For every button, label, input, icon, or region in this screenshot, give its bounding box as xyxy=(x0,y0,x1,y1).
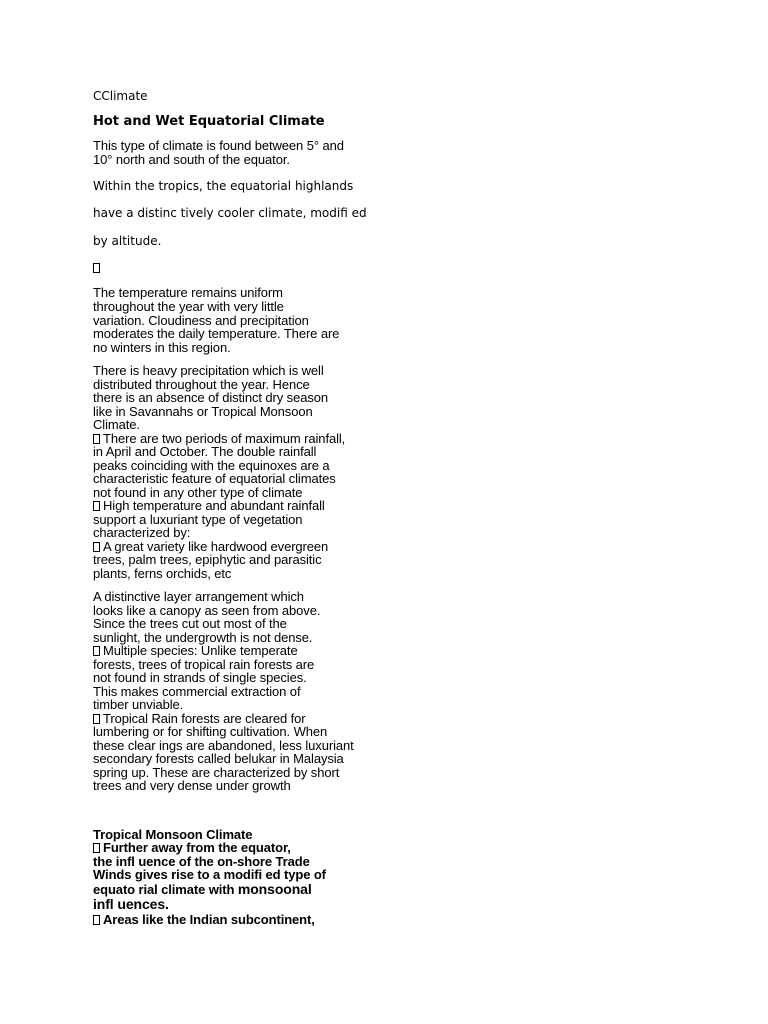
precipitation-line: Climate. xyxy=(93,417,140,432)
monsoon-line: Winds gives rise to a modifi ed type of xyxy=(93,867,326,882)
bullet-line: Areas like the Indian subcontinent, xyxy=(93,913,315,927)
layer-line: forests, trees of tropical rain forests are xyxy=(93,657,315,672)
precipitation-line: plants, ferns orchids, etc xyxy=(93,566,232,581)
monsoon-line: infl uences. xyxy=(93,896,169,912)
bullet-box-icon xyxy=(93,646,100,656)
bullet-line: A great variety like hardwood evergreen xyxy=(93,540,328,554)
precipitation-line: distributed throughout the year. Hence xyxy=(93,377,310,392)
monsoon-line: the infl uence of the on-shore Trade xyxy=(93,854,310,869)
bullet-line: Tropical Rain forests are cleared for xyxy=(93,712,305,726)
layer-line: sunlight, the undergrowth is not dense. xyxy=(93,630,313,645)
highlands-line: have a distinc tively cooler climate, modifi ed xyxy=(93,206,367,220)
precipitation-line: support a luxuriant type of vegetation xyxy=(93,512,303,527)
precipitation-line: characteristic feature of equatorial climates xyxy=(93,471,336,486)
precipitation-line: trees, palm trees, epiphytic and parasitic xyxy=(93,552,322,567)
bullet-box-icon xyxy=(93,843,100,853)
bullet-line: High temperature and abundant rainfall xyxy=(93,499,325,513)
layer-line: lumbering or for shifting cultivation. When xyxy=(93,724,328,739)
precipitation-line: there is an absence of distinct dry season xyxy=(93,390,328,405)
layer-line: not found in strands of single species. xyxy=(93,670,307,685)
layer-line: timber unviable. xyxy=(93,697,184,712)
temperature-line: throughout the year with very little xyxy=(93,299,284,314)
layer-line: trees and very dense under growth xyxy=(93,778,291,793)
bullet-line: Further away from the equator, xyxy=(93,841,291,855)
layer-line: secondary forests called belukar in Malaysia xyxy=(93,751,344,766)
bullet-box-icon xyxy=(93,542,100,552)
layer-line: these clear ings are abandoned, less luxuriant xyxy=(93,738,354,753)
layer-line: looks like a canopy as seen from above. xyxy=(93,603,321,618)
placeholder-glyph xyxy=(93,261,103,275)
precipitation-line: in April and October. The double rainfall xyxy=(93,444,317,459)
bullet-line: There are two periods of maximum rainfall, xyxy=(93,432,345,446)
highlands-line: by altitude. xyxy=(93,234,162,248)
missing-glyph-icon xyxy=(93,263,100,273)
highlands-line: Within the tropics, the equatorial highlands xyxy=(93,179,354,193)
temperature-line: variation. Cloudiness and precipitation xyxy=(93,313,309,328)
temperature-line: moderates the daily temperature. There are xyxy=(93,326,340,341)
layer-line: spring up. These are characterized by short xyxy=(93,765,340,780)
temperature-line: no winters in this region. xyxy=(93,340,231,355)
section-title-monsoon: Tropical Monsoon Climate xyxy=(93,827,253,842)
monsoon-line: equato rial climate with monsoonal xyxy=(93,881,312,897)
intro-line: 10° north and south of the equator. xyxy=(93,152,290,167)
header-label: CClimate xyxy=(93,89,148,103)
precipitation-line: There is heavy precipitation which is well xyxy=(93,363,324,378)
bullet-box-icon xyxy=(93,915,100,925)
precipitation-line: like in Savannahs or Tropical Monsoon xyxy=(93,404,313,419)
precipitation-line: not found in any other type of climate xyxy=(93,485,303,500)
bullet-box-icon xyxy=(93,714,100,724)
intro-line: This type of climate is found between 5° and xyxy=(93,138,344,153)
precipitation-line: characterized by: xyxy=(93,525,191,540)
bullet-box-icon xyxy=(93,501,100,511)
layer-line: This makes commercial extraction of xyxy=(93,684,301,699)
layer-line: A distinctive layer arrangement which xyxy=(93,589,304,604)
layer-line: Since the trees cut out most of the xyxy=(93,616,287,631)
section-title-equatorial: Hot and Wet Equatorial Climate xyxy=(93,114,325,129)
bullet-line: Multiple species: Unlike temperate xyxy=(93,644,298,658)
bullet-box-icon xyxy=(93,434,100,444)
temperature-line: The temperature remains uniform xyxy=(93,285,283,300)
precipitation-line: peaks coinciding with the equinoxes are a xyxy=(93,458,330,473)
